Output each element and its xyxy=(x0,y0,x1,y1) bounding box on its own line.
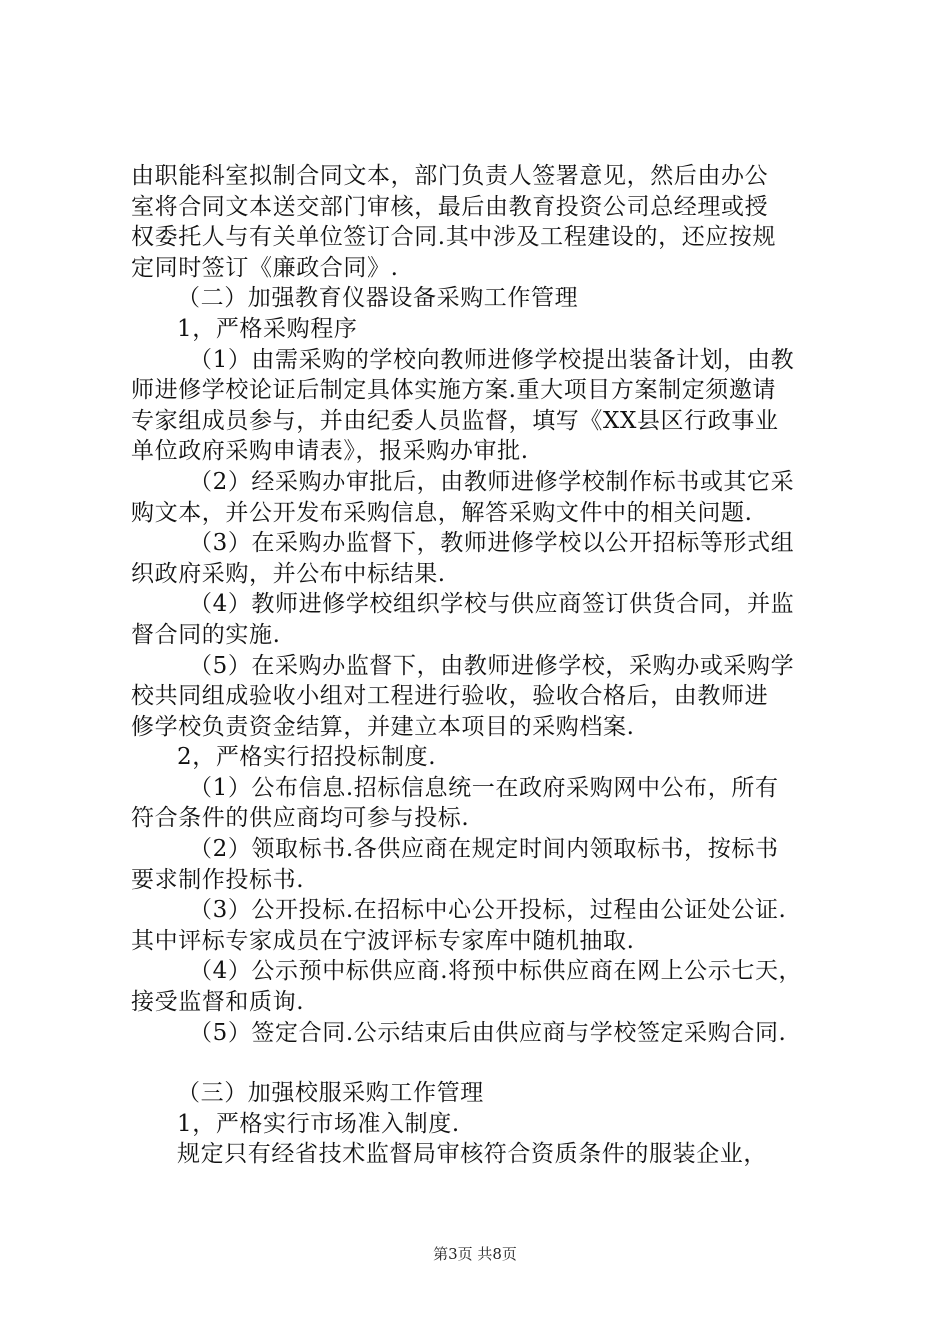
paragraph-line: 规定只有经省技术监督局审核符合资质条件的服装企业， xyxy=(177,1141,767,1168)
page-footer: 第3页 共8页 xyxy=(433,1245,517,1263)
paragraph-line: 修学校负责资金结算，并建立本项目的采购档案. xyxy=(131,713,635,740)
paragraph-line: 定同时签订《廉政合同》. xyxy=(131,254,399,281)
subsection-heading: 2，严格实行招投标制度. xyxy=(177,744,437,771)
paragraph-line: （3）公开投标.在招标中心公开投标，过程由公证处公证. xyxy=(189,897,787,924)
paragraph-line: （1）公布信息.招标信息统一在政府采购网中公布，所有 xyxy=(189,774,779,801)
paragraph-line: 织政府采购，并公布中标结果. xyxy=(131,560,446,587)
paragraph-line: （2）领取标书.各供应商在规定时间内领取标书，按标书 xyxy=(189,836,779,863)
paragraph-line: 师进修学校论证后制定具体实施方案.重大项目方案制定须邀请 xyxy=(131,377,777,404)
section-heading: （三）加强校服采购工作管理 xyxy=(177,1080,484,1107)
subsection-heading: 1，严格实行市场准入制度. xyxy=(177,1110,460,1137)
paragraph-line: （5）在采购办监督下，由教师进修学校，采购办或采购学 xyxy=(189,652,795,679)
paragraph-line: （2）经采购办审批后，由教师进修学校制作标书或其它采 xyxy=(189,468,795,495)
paragraph-line: 接受监督和质询. xyxy=(131,989,305,1016)
paragraph-line: （3）在采购办监督下，教师进修学校以公开招标等形式组 xyxy=(189,530,795,557)
paragraph-line: （1）由需采购的学校向教师进修学校提出装备计划，由教 xyxy=(189,346,795,373)
subsection-heading: 1，严格采购程序 xyxy=(177,315,358,342)
paragraph-line: 符合条件的供应商均可参与投标. xyxy=(131,805,470,832)
paragraph-line: 其中评标专家成员在宁波评标专家库中随机抽取. xyxy=(131,927,635,954)
paragraph-line: 室将合同文本送交部门审核，最后由教育投资公司总经理或授 xyxy=(131,193,769,220)
section-heading: （二）加强教育仪器设备采购工作管理 xyxy=(177,285,579,312)
paragraph-line: 要求制作投标书. xyxy=(131,866,305,893)
paragraph-line: （5）签定合同.公示结束后由供应商与学校签定采购合同. xyxy=(189,1019,787,1046)
paragraph-line: （4）教师进修学校组织学校与供应商签订供货合同，并监 xyxy=(189,591,795,618)
paragraph-line: （4）公示预中标供应商.将预中标供应商在网上公示七天， xyxy=(189,958,803,985)
document-body xyxy=(131,161,831,1170)
paragraph-line: 督合同的实施. xyxy=(131,621,281,648)
paragraph-line: 单位政府采购申请表》，报采购办审批. xyxy=(131,438,529,465)
paragraph-line: 权委托人与有关单位签订合同.其中涉及工程建设的，还应按规 xyxy=(131,224,777,251)
paragraph-line: 校共同组成验收小组对工程进行验收，验收合格后，由教师进 xyxy=(131,683,769,710)
paragraph-gap xyxy=(131,1048,831,1078)
paragraph-line: 专家组成员参与，并由纪委人员监督，填写《XX县区行政事业 xyxy=(131,407,779,434)
paragraph-line: 购文本，并公开发布采购信息，解答采购文件中的相关问题. xyxy=(131,499,753,526)
paragraph-line: 由职能科室拟制合同文本，部门负责人签署意见，然后由办公 xyxy=(131,163,769,189)
